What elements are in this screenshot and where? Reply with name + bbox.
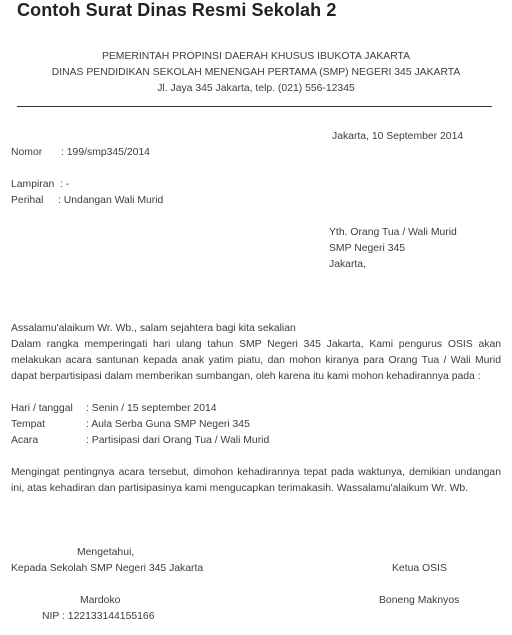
perihal-label: Perihal [11, 195, 44, 206]
detail-label: Hari / tanggal [11, 403, 73, 414]
letter-date: Jakarta, 10 September 2014 [332, 131, 464, 142]
detail-value: : Senin / 15 september 2014 [86, 403, 217, 414]
nomor-value: : 199/smp345/2014 [61, 147, 150, 158]
nomor-label: Nomor [11, 147, 43, 158]
body-paragraph-1-line-2: melakukan acara santunan kepada anak yatim piatu, dan mohon kiranya para Orang Tua / Wali Murid [11, 355, 501, 366]
recipient-line-2: SMP Negeri 345 [329, 243, 406, 254]
perihal-value: : Undangan Wali Murid [58, 195, 164, 206]
greeting: Assalamu'alaikum Wr. Wb., salam sejahtera bagi kita sekalian [11, 323, 296, 334]
letterhead-address: Jl. Jaya 345 Jakarta, telp. (021) 556-12345 [157, 83, 355, 94]
lampiran-value: : - [60, 179, 70, 190]
signature-left-role: Kepada Sekolah SMP Negeri 345 Jakarta [11, 563, 204, 574]
detail-value: : Partisipasi dari Orang Tua / Wali Murid [86, 435, 270, 446]
letterhead-divider [17, 106, 492, 107]
signature-left-name: Mardoko [80, 595, 121, 606]
body-paragraph-2-line-1: Mengingat pentingnya acara tersebut, dimohon kehadirannya tepat pada waktunya, demikian undangan [11, 467, 501, 478]
signature-left-nip: NIP : 122133144155166 [42, 611, 155, 622]
signature-right-role: Ketua OSIS [392, 563, 447, 574]
page-title: Contoh Surat Dinas Resmi Sekolah 2 [17, 0, 337, 20]
lampiran-label: Lampiran [11, 179, 55, 190]
body-paragraph-1-line-3: dapat berpartisipasi dalam memberikan sumbangan, oleh karena itu kami mohon kehadirannya pada : [11, 371, 481, 382]
body-paragraph-2-line-2: ini, atas kehadiran dan partisipasinya kami mengucapkan terimakasih. Wassalamu'alaikum Wr. Wb. [11, 483, 469, 494]
letterhead-line-2: DINAS PENDIDIKAN SEKOLAH MENENGAH PERTAMA (SMP) NEGERI 345 JAKARTA [51, 67, 461, 78]
detail-value: : Aula Serba Guna SMP Negeri 345 [86, 419, 250, 430]
recipient-line-1: Yth. Orang Tua / Wali Murid [329, 227, 457, 238]
detail-label: Acara [11, 435, 39, 446]
recipient-line-3: Jakarta, [329, 259, 366, 270]
signature-left-heading: Mengetahui, [77, 547, 135, 558]
body-paragraph-1-line-1: Dalam rangka memperingati hari ulang tahun SMP Negeri 345 Jakarta, Kami pengurus OSIS akan [11, 339, 501, 350]
letterhead-line-1: PEMERINTAH PROPINSI DAERAH KHUSUS IBUKOTA JAKARTA [101, 51, 411, 62]
detail-label: Tempat [11, 419, 46, 430]
signature-right-name: Boneng Maknyos [379, 595, 460, 606]
